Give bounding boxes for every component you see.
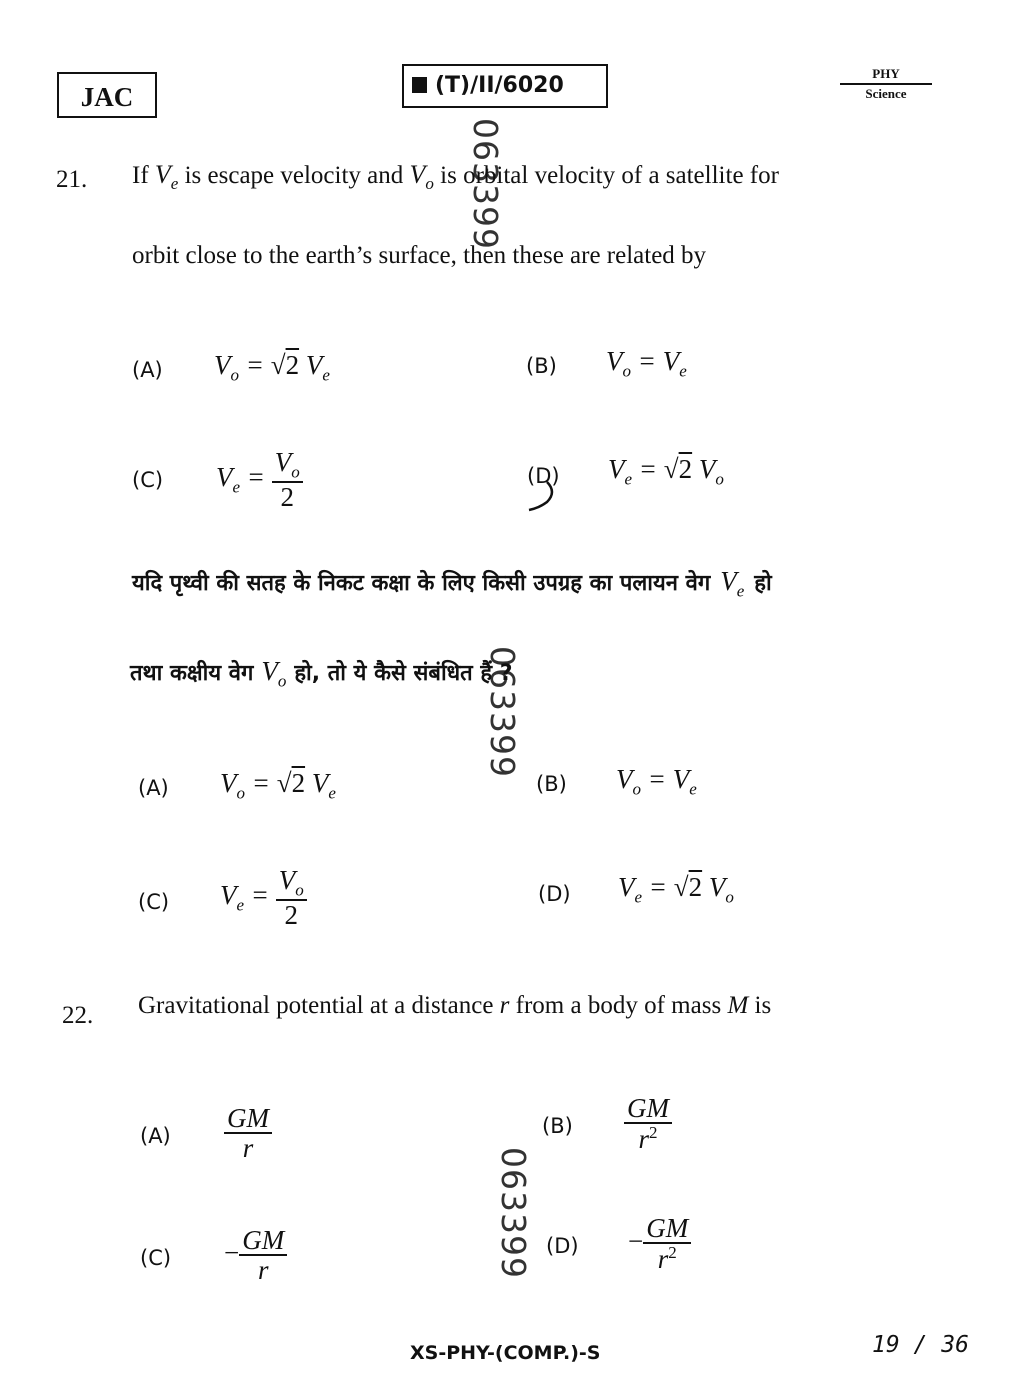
- option-expression: − $\frac{GM}{r^2}$: [628, 1214, 691, 1274]
- option-label: (A): [140, 1124, 171, 1148]
- option-expression: $V_o = V_e$: [616, 764, 697, 799]
- question-text-line2: orbit close to the earth’s surface, then these are related by: [132, 242, 707, 269]
- option-expression: $V_o = √2$ $V_e$: [220, 768, 336, 803]
- board-label: JAC: [57, 72, 157, 118]
- page-number: 19 / 36: [872, 1332, 969, 1358]
- option-label: (C): [140, 1246, 172, 1270]
- option-label: (B): [526, 354, 557, 378]
- question-text-line1: If $V_e$ is escape velocity and $V_o$ is orbital velocity of a satellite for: [132, 160, 779, 194]
- tick-mark-icon: [525, 478, 565, 514]
- option-label: (D): [538, 882, 571, 906]
- option-label: (C): [138, 890, 170, 914]
- option-label: (B): [536, 772, 567, 796]
- option-expression: − $\frac{GM}{r}$: [224, 1226, 287, 1285]
- hindi-question-line1: यदि पृथ्वी की सतह के निकट कक्षा के लिए किसी उपग्रह का पलायन वेग $V_e$ हो: [132, 566, 772, 601]
- subject-label: [840, 66, 932, 102]
- option-label: (D): [546, 1234, 579, 1258]
- option-label: (B): [542, 1114, 573, 1138]
- footer-code: XS-PHY-(COMP.)-S: [410, 1342, 601, 1364]
- question-number: 22.: [62, 1002, 94, 1029]
- option-label: (A): [138, 776, 169, 800]
- option-expression: $V_o = V_e$: [606, 346, 687, 381]
- subject-bottom: Science: [865, 86, 907, 101]
- question-number: 21.: [56, 166, 88, 193]
- option-expression: $V_e$ = $\frac{V_o}{2}$: [216, 448, 303, 512]
- option-expression: $V_e$ = $\frac{V_o}{2}$: [220, 866, 307, 930]
- paper-code-box: [402, 64, 608, 108]
- option-expression: $\frac{GM}{r}$: [224, 1104, 272, 1163]
- stamp-number: 063399: [483, 646, 522, 778]
- hindi-question-line2: तथा कक्षीय वेग $V_o$ हो, तो ये कैसे संबंधित हैं ?: [130, 656, 513, 691]
- option-expression: $V_o = √2$ $V_e$: [214, 350, 330, 385]
- option-expression: $V_e = √2$ $V_o$: [618, 872, 734, 907]
- option-expression: $\frac{GM}{r^2}$: [624, 1094, 672, 1154]
- option-expression: $V_e = √2$ $V_o$: [608, 454, 724, 489]
- stamp-number: 063399: [466, 118, 505, 250]
- paper-code: (T)/II/6020: [435, 73, 564, 98]
- stamp-number: 063399: [494, 1147, 533, 1279]
- question-text: Gravitational potential at a distance r from a body of mass M is: [138, 992, 772, 1019]
- option-label: (C): [132, 468, 164, 492]
- option-label: (A): [132, 358, 163, 382]
- subject-top: PHY: [840, 66, 932, 85]
- option-label: (D): [527, 464, 560, 488]
- square-bullet-icon: [412, 77, 427, 93]
